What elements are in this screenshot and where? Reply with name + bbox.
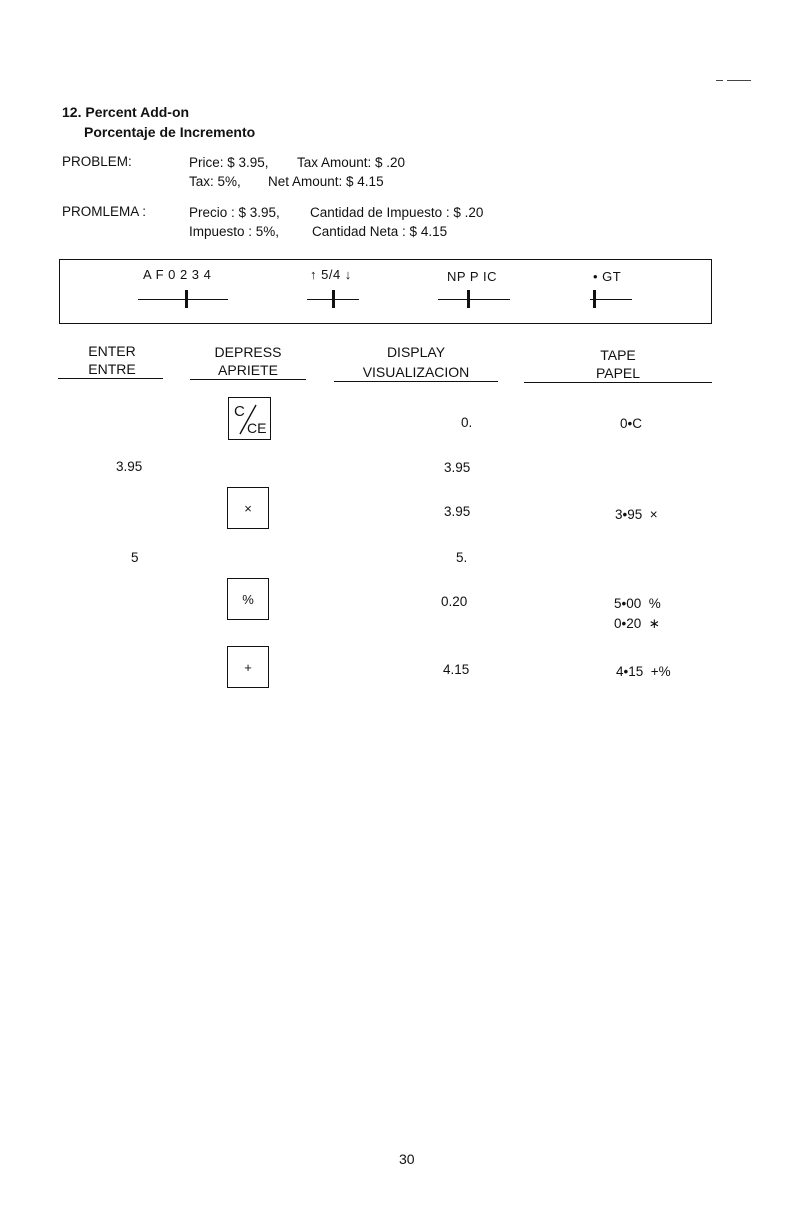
print-switch-label: NP P IC [447, 269, 497, 284]
problem-price: Price: $ 3.95, [189, 155, 269, 170]
row2-display: 3.95 [444, 460, 471, 475]
row4-display: 5. [456, 550, 468, 565]
row4-enter: 5 [131, 550, 139, 565]
row6-tape: 4•15 +% [616, 664, 671, 679]
header-depress-underline [190, 379, 306, 380]
percent-key [227, 578, 269, 620]
decimal-switch-label: A F 0 2 3 4 [143, 267, 212, 282]
problema-impuesto: Impuesto : 5%, [189, 224, 280, 239]
problema-label: PROMLEMA : [62, 204, 147, 219]
row5-tape-line2: 0•20 ∗ [614, 616, 661, 631]
plus-key-label: + [244, 659, 252, 675]
problem-net-amount: Net Amount: $ 4.15 [268, 174, 384, 189]
rounding-switch [307, 290, 359, 308]
problem-tax: Tax: 5%, [189, 174, 241, 189]
section-title: 12. Percent Add-on [62, 104, 190, 120]
grand-total-switch-label: • GT [593, 269, 622, 284]
multiply-key [227, 487, 269, 529]
svg-text:CE: CE [246, 419, 266, 436]
print-switch [438, 290, 510, 308]
problema-precio: Precio : $ 3.95, [189, 205, 280, 220]
corner-mark [727, 80, 751, 81]
decimal-switch [138, 290, 228, 308]
corner-mark [716, 80, 723, 81]
header-depress: DEPRESS [214, 344, 282, 360]
row3-display: 3.95 [444, 504, 471, 519]
header-display-underline [334, 381, 498, 382]
header-enter-underline [58, 378, 163, 379]
header-enter: ENTER [88, 343, 136, 359]
row6-display: 4.15 [443, 662, 470, 677]
page-number: 30 [399, 1151, 415, 1167]
header-tape: TAPE [600, 347, 636, 363]
header-entre: ENTRE [88, 361, 136, 377]
problem-tax-amount: Tax Amount: $ .20 [297, 155, 406, 170]
clear-entry-key [228, 397, 271, 440]
clear-entry-key-glyph [230, 399, 270, 439]
header-apriete: APRIETE [218, 362, 278, 378]
svg-text:C: C [233, 402, 245, 420]
percent-key-label: % [242, 591, 254, 607]
header-visualizacion: VISUALIZACION [362, 364, 470, 380]
row1-display: 0. [461, 415, 473, 430]
problema-cantidad-neta: Cantidad Neta : $ 4.15 [312, 224, 448, 239]
problem-label: PROBLEM: [62, 154, 132, 169]
rounding-switch-label: ↑ 5/4 ↓ [310, 267, 352, 282]
row1-tape: 0•C [620, 416, 642, 431]
header-display: DISPLAY [386, 344, 446, 360]
row5-tape: 5•00 % [614, 596, 661, 611]
grand-total-switch [590, 290, 632, 308]
row3-tape: 3•95 × [615, 507, 658, 522]
row2-enter: 3.95 [116, 459, 143, 474]
problema-cantidad-impuesto: Cantidad de Impuesto : $ .20 [310, 205, 484, 220]
header-tape-underline [524, 382, 712, 383]
plus-key [227, 646, 269, 688]
row5-display: 0.20 [441, 594, 468, 609]
multiply-key-label: × [244, 500, 252, 516]
header-papel: PAPEL [595, 365, 641, 381]
section-subtitle: Porcentaje de Incremento [84, 124, 256, 140]
